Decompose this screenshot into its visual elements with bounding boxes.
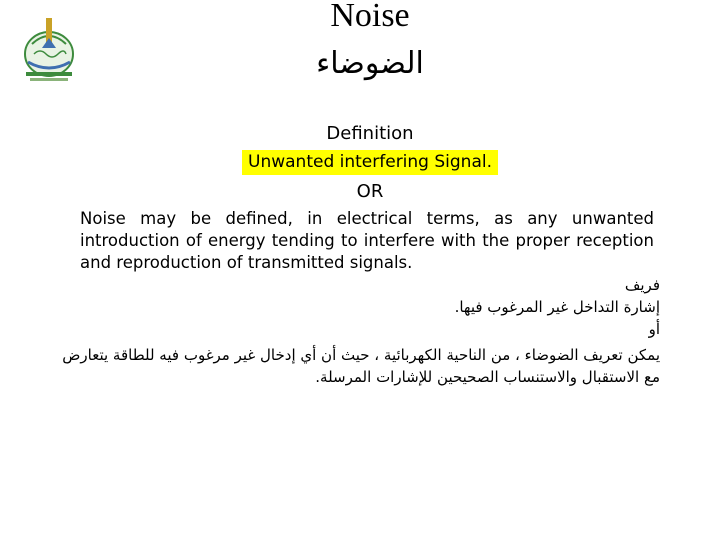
page-title-arabic: الضوضاء: [316, 46, 424, 81]
definition-heading: Definition: [326, 123, 414, 144]
arabic-paragraph: يمكن تعريف الضوضاء ، من الناحية الكهربائية ، حيث أن أي إدخال غير مرغوب فيه للطاقة يتعارض مع الاستقبال والاستنساب الصحيحين للإشارات المرسلة.: [62, 346, 660, 386]
arabic-definition: إشارة التداخل غير المرغوب فيها.: [454, 298, 660, 316]
or-label: OR: [356, 181, 384, 202]
page-title: Noise: [330, 0, 410, 34]
arabic-or: أو: [648, 320, 660, 338]
arabic-line-1: فريف: [624, 276, 660, 294]
definition-paragraph: Noise may be defined, in electrical terms, as any unwanted introduction of energy tending to interfere with the proper reception and reproduction of transmitted signals.: [80, 209, 654, 272]
definition-text: Unwanted interfering Signal.: [242, 150, 498, 175]
definition-highlight-row: [0, 150, 720, 175]
